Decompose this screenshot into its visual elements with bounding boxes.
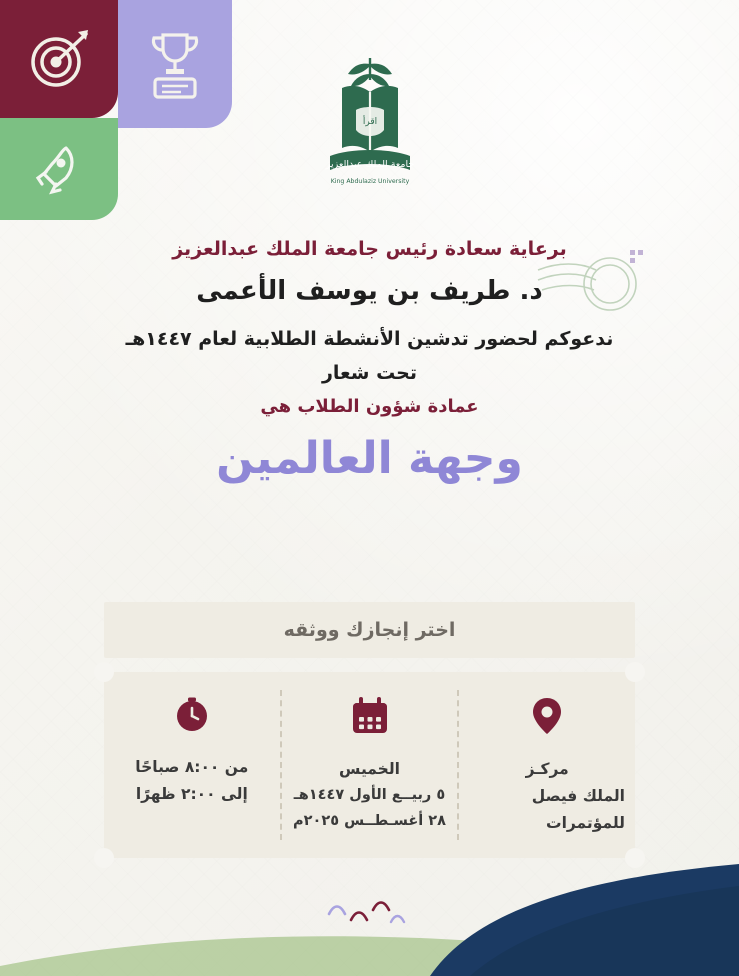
ticket-cell-location xyxy=(459,672,635,858)
tile-rocket xyxy=(0,118,118,220)
patron-line: برعاية سعادة رئيس جامعة الملك عبدالعزيز xyxy=(172,238,567,260)
date-line-3: ٢٨ أغسـطــس ٢٠٢٥م xyxy=(293,812,446,829)
time-line-1: من ٨:٠٠ صباحًا xyxy=(135,758,249,776)
svg-text:اقرأ: اقرأ xyxy=(362,117,377,127)
ticket-cell-date xyxy=(282,672,458,858)
deanship-line: عمادة شؤون الطلاب هي xyxy=(260,396,479,417)
svg-text:King Abdulaziz University: King Abdulaziz University xyxy=(330,178,409,185)
clock-icon xyxy=(173,696,211,738)
tile-target xyxy=(0,0,118,118)
king-abdulaziz-university-logo-icon xyxy=(300,52,440,192)
date-line-1: الخميس xyxy=(339,760,400,778)
ticket-cell-time xyxy=(104,672,280,858)
trophy-icon xyxy=(143,27,207,101)
university-logo xyxy=(290,52,450,196)
banner-text: اختر إنجازك ووثقه xyxy=(283,619,456,641)
decorative-tiles xyxy=(0,0,232,220)
calendar-icon xyxy=(350,696,390,740)
invitation-line: ندعوكم لحضور تدشين الأنشطة الطلابية لعام ١٤٤٧هـ xyxy=(125,328,614,350)
banner-strip xyxy=(104,602,635,658)
slogan-text: وجهة العالمين xyxy=(216,433,523,484)
location-pin-icon xyxy=(530,696,564,740)
time-line-2: إلى ٢:٠٠ ظهرًا xyxy=(135,785,248,804)
event-details-ticket xyxy=(104,672,635,858)
svg-text:جامعة الملك عبدالعزيز: جامعة الملك عبدالعزيز xyxy=(325,159,414,170)
rocket-icon xyxy=(28,138,90,200)
tile-trophy xyxy=(118,0,232,128)
date-line-2: ٥ ربيــع الأول ١٤٤٧هـ xyxy=(293,787,446,804)
birds-decoration xyxy=(325,894,415,928)
target-icon xyxy=(26,26,92,92)
location-line-2: الملك فيصل للمؤتمرات xyxy=(531,787,625,833)
location-line-1: مركـز xyxy=(525,760,569,778)
under-slogan-label: تحت شعار xyxy=(321,362,418,384)
patron-name: د. طريف بن يوسف الأعمى xyxy=(196,276,543,306)
poster-text-block xyxy=(0,238,739,486)
